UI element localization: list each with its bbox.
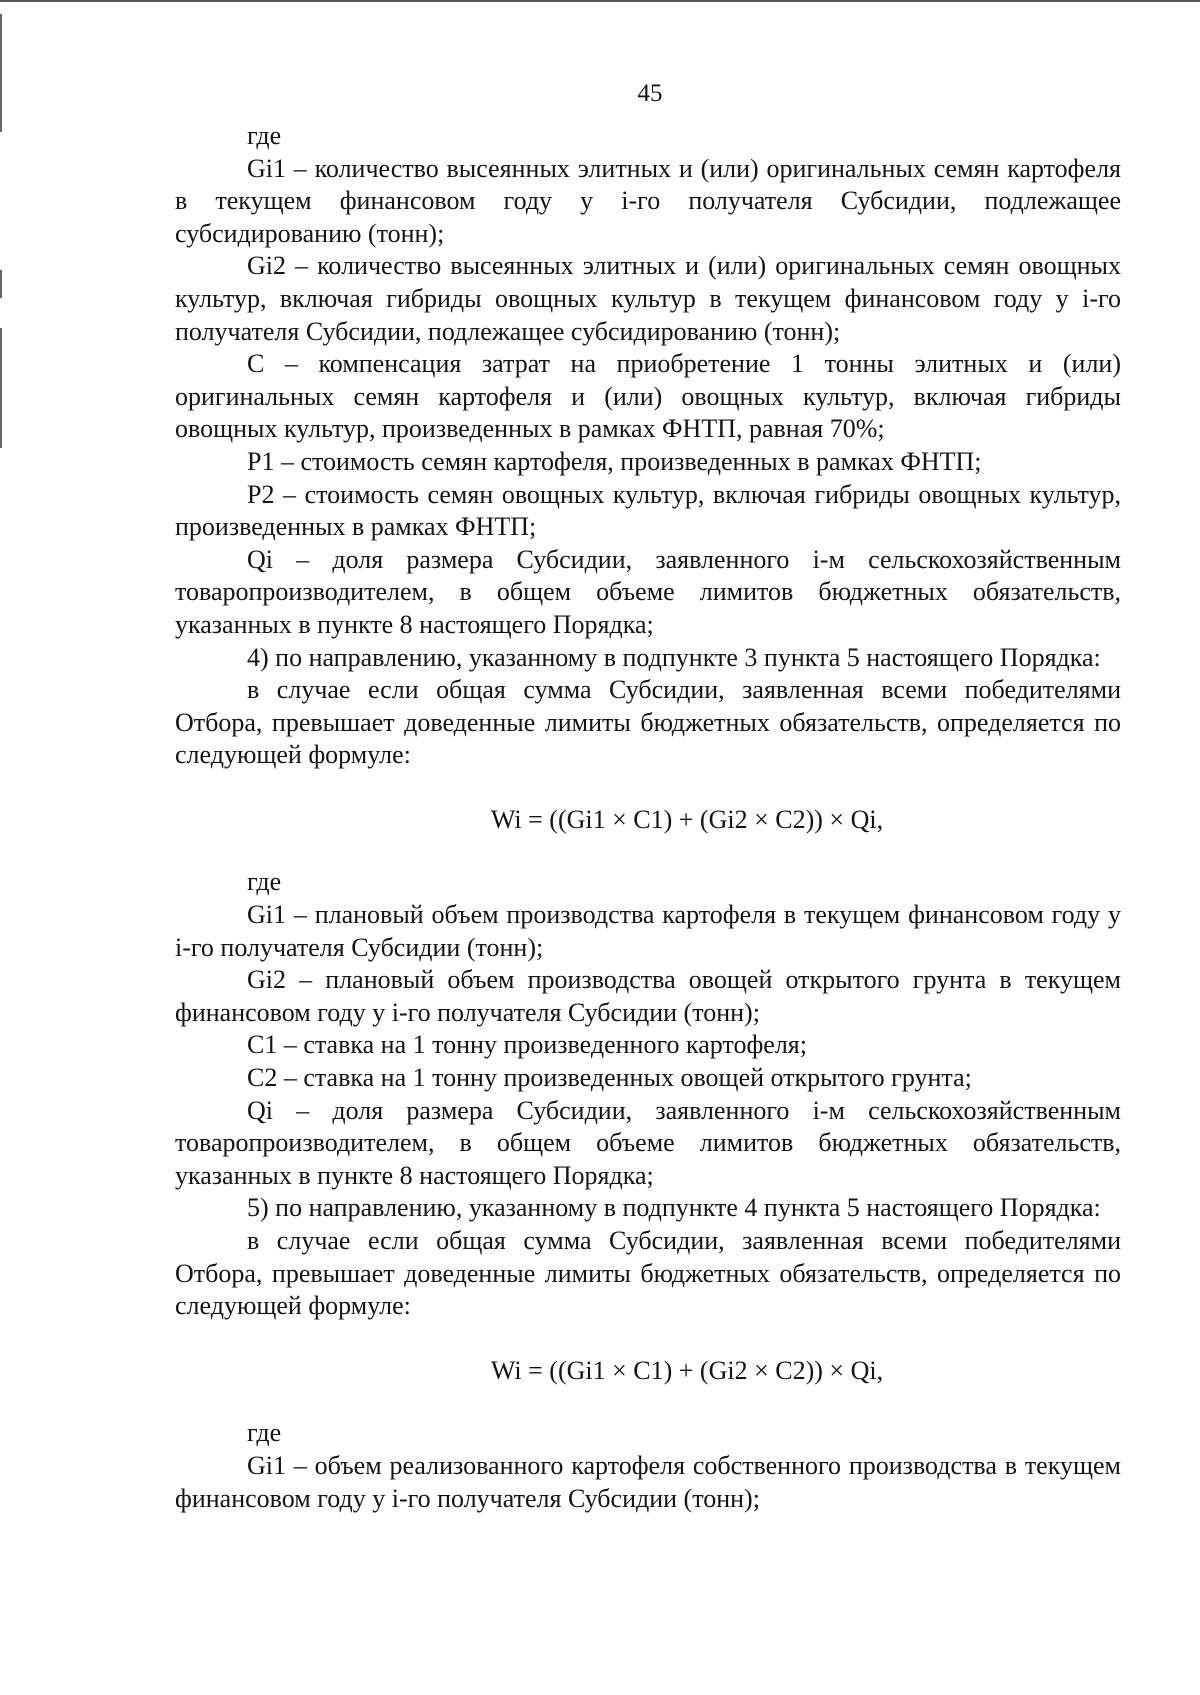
paragraph: P1 – стоимость семян картофеля, произведенных в рамках ФНТП;	[247, 446, 982, 476]
paragraph: в случае если общая сумма Субсидии, заявленная всеми победителями Отбора, превышает доведенные лимиты бюджетных обязательств, определяется по следующей формуле:	[175, 1226, 1121, 1321]
paragraph: где	[247, 1418, 282, 1448]
paragraph: Gi2 – плановый объем производства овощей открытого грунта в текущем финансовом году у i-го получателя Субсидии (тонн);	[175, 965, 1121, 1027]
paragraph: где	[247, 121, 282, 150]
paragraph: 5) по направлению, указанному в подпункте 4 пункта 5 настоящего Порядка:	[247, 1193, 1101, 1223]
paragraph: 4) по направлению, указанному в подпункте 3 пункта 5 настоящего Порядка:	[247, 642, 1101, 672]
paragraph: P2 – стоимость семян овощных культур, включая гибриды овощных культур, произведенных в рамках ФНТП;	[175, 479, 1121, 542]
paragraph: Gi1 – количество высеянных элитных и (или) оригинальных семян картофеля в текущем финансовом году у i-го получателя Субсидии, подлежащее субсидированию (тонн);	[175, 153, 1121, 248]
paragraph: Gi1 – плановый объем производства картофеля в текущем финансовом году у i-го получателя Субсидии (тонн);	[175, 900, 1121, 962]
paragraph: в случае если общая сумма Субсидии, заявленная всеми победителями Отбора, превышает доведенные лимиты бюджетных обязательств, определяется по следующей формуле:	[175, 675, 1121, 770]
paragraph: С – компенсация затрат на приобретение 1 тонны элитных и (или) оригинальных семян картофеля и (или) овощных культур, включая гибриды овощных культур, произведенных в рамках ФНТП, равная 70%;	[175, 349, 1121, 444]
paragraph: Qi – доля размера Субсидии, заявленного i-м сельскохозяйственным товаропроизводителем, в общем объеме лимитов бюджетных обязательств, указанных в пункте 8 настоящего Порядка;	[175, 1095, 1121, 1190]
page-number: 45	[637, 80, 663, 107]
document-body	[175, 120, 1121, 1515]
paragraph: Qi – доля размера Субсидии, заявленного i-м сельскохозяйственным товаропроизводителем, в общем объеме лимитов бюджетных обязательств, указанных в пункте 8 настоящего Порядка;	[175, 544, 1121, 639]
paragraph: C2 – ставка на 1 тонну произведенных овощей открытого грунта;	[247, 1063, 972, 1093]
paragraph: где	[247, 867, 282, 897]
paragraph: Gi1 – объем реализованного картофеля собственного производства в текущем финансовом году у i-го получателя Субсидии (тонн);	[175, 1450, 1121, 1513]
scan-left-edge-mark	[0, 14, 2, 132]
scan-left-edge-mark	[0, 328, 2, 448]
scan-left-edge-mark	[0, 270, 2, 298]
scan-top-edge	[0, 0, 1200, 2]
formula: Wi = ((Gi1 × C1) + (Gi2 × C2)) × Qi,	[490, 804, 884, 834]
paragraph: Gi2 – количество высеянных элитных и (или) оригинальных семян овощных культур, включая гибриды овощных культур в текущем финансовом году у i-го получателя Субсидии, подлежащее субсидированию (тонн);	[175, 251, 1121, 346]
paragraph: C1 – ставка на 1 тонну произведенного картофеля;	[247, 1030, 807, 1060]
formula: Wi = ((Gi1 × C1) + (Gi2 × C2)) × Qi,	[490, 1355, 884, 1385]
